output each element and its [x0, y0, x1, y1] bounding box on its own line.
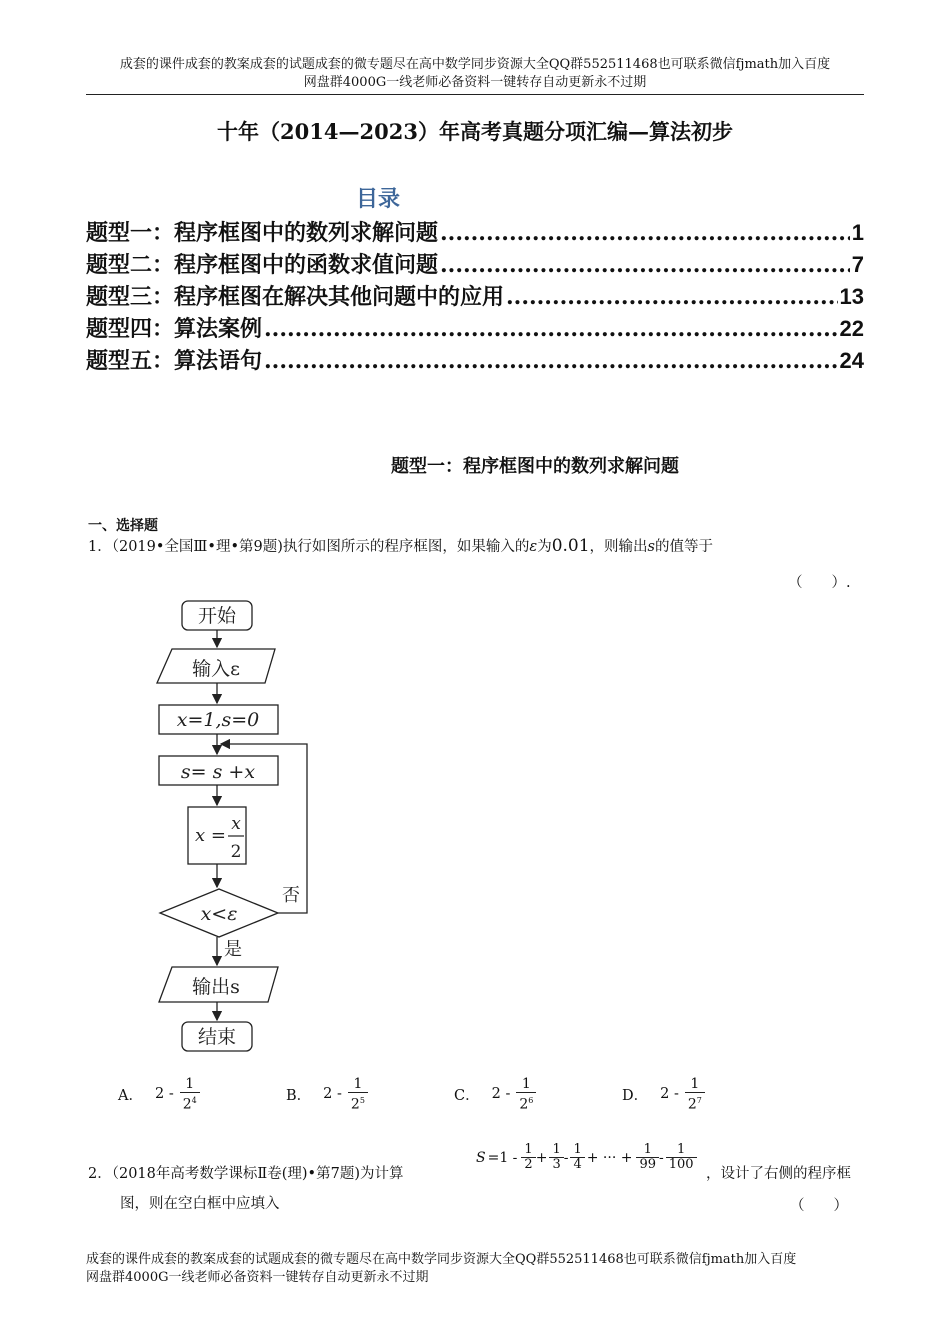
frac-den: 99: [636, 1157, 659, 1172]
flow-no-label: 否: [282, 885, 300, 906]
toc-item[interactable]: [86, 344, 864, 376]
frac-exp: 4: [191, 1096, 197, 1105]
toc-item[interactable]: [86, 280, 864, 312]
frac-exp: 6: [528, 1096, 534, 1105]
flow-halve-lhs: x =: [195, 825, 226, 846]
flow-update-label: s= s +x: [180, 761, 256, 783]
choice-label: D．: [622, 1087, 649, 1104]
section-title: 题型一：程序框图中的数列求解问题: [391, 456, 679, 477]
q1-s: s: [647, 539, 655, 555]
series-op: +: [535, 1149, 548, 1166]
toc-leader: [440, 252, 850, 278]
subsection-title: 一、选择题: [88, 518, 158, 534]
series-eq: =1 -: [487, 1149, 518, 1166]
q1-text: 为: [537, 539, 552, 555]
frac-den: [685, 1092, 705, 1113]
choice-b[interactable]: [286, 1076, 368, 1113]
toc-item-title[interactable]: 题型三：程序框图在解决其他问题中的应用: [86, 284, 505, 310]
page-footer: [86, 1251, 864, 1287]
frac-den: 3: [549, 1157, 563, 1172]
q1-epsilon: ε: [529, 539, 538, 555]
toc-item-title[interactable]: 题型四：算法案例: [86, 316, 263, 342]
table-of-contents: [86, 216, 864, 376]
series-s: S: [476, 1149, 486, 1166]
choice-label: A．: [118, 1087, 143, 1104]
q1-value: 0.01: [551, 536, 590, 556]
frac-num: 1: [552, 1142, 561, 1157]
toc-item[interactable]: [86, 248, 864, 280]
toc-item-page[interactable]: 24: [839, 348, 864, 373]
q2-answer-blank: （ ）: [790, 1198, 848, 1214]
frac-base: 2: [350, 1096, 360, 1113]
series-op: + ··· +: [586, 1149, 633, 1166]
flowchart: [150, 595, 480, 1065]
toc-item-page[interactable]: 13: [839, 284, 864, 309]
frac-num: 1: [185, 1076, 195, 1092]
flow-yes-label: 是: [224, 939, 242, 960]
frac-num: 1: [643, 1142, 652, 1157]
frac-den: [516, 1092, 536, 1113]
header-line-2: 网盘群4000G一线老师必备资料一键转存自动更新永不过期: [303, 75, 647, 90]
toc-leader: [506, 284, 838, 310]
flow-init-label: x=1,s=0: [176, 709, 260, 731]
choice-lead: 2 -: [660, 1086, 679, 1103]
q1-answer-blank: （ ）.: [788, 575, 851, 591]
document-title: 十年（2014—2023）年高考真题分项汇编—算法初步: [217, 119, 733, 144]
choice-label: C．: [454, 1087, 480, 1104]
frac-num: 1: [521, 1076, 531, 1092]
frac-base: 2: [182, 1096, 192, 1113]
toc-item[interactable]: [86, 312, 864, 344]
q1-text: ，则输出: [589, 539, 648, 555]
series-term: [570, 1143, 584, 1172]
flow-output-label: 输出s: [192, 976, 240, 998]
q2-text-tail: ，设计了右侧的程序框: [706, 1166, 851, 1182]
choice-d[interactable]: [622, 1076, 705, 1113]
toc-item-title[interactable]: 题型一：程序框图中的数列求解问题: [86, 220, 439, 246]
series-op: -: [563, 1149, 569, 1166]
choice-lead: 2 -: [323, 1086, 342, 1103]
series-term: [636, 1143, 659, 1172]
toc-leader: [440, 220, 850, 246]
flow-input-label: 输入ε: [192, 658, 240, 680]
question-1-stem: [88, 535, 713, 558]
flow-halve-numerator: x: [231, 814, 241, 834]
choice-c[interactable]: [454, 1076, 536, 1113]
choice-fraction: [348, 1076, 368, 1113]
series-term: [521, 1143, 535, 1172]
toc-leader: [264, 348, 838, 374]
q2-series-formula: [476, 1143, 697, 1172]
q1-text: 的值等于: [655, 539, 713, 555]
choice-fraction: [685, 1076, 705, 1113]
footer-line-1: 成套的课件成套的教案成套的试题成套的微专题尽在高中数学同步资源大全QQ群552511468也可联系微信fjmath加入百度: [86, 1252, 797, 1267]
choice-fraction: [516, 1076, 536, 1113]
frac-base: 2: [519, 1096, 529, 1113]
frac-den: 4: [570, 1157, 584, 1172]
flow-halve-denominator: 2: [230, 842, 242, 862]
choice-lead: 2 -: [491, 1086, 511, 1103]
header-line-1: 成套的课件成套的教案成套的试题成套的微专题尽在高中数学同步资源大全QQ群552511468也可联系微信fjmath加入百度: [119, 57, 831, 72]
frac-num: 1: [677, 1142, 686, 1157]
choice-a[interactable]: [118, 1076, 200, 1113]
flow-start-label: 开始: [197, 605, 237, 627]
toc-item-page[interactable]: 22: [839, 316, 864, 341]
frac-den: 100: [666, 1157, 697, 1172]
frac-den: [348, 1092, 368, 1113]
series-term: [549, 1143, 563, 1172]
frac-exp: 7: [696, 1096, 702, 1105]
toc-item-page[interactable]: 1: [851, 220, 864, 245]
toc-item[interactable]: [86, 216, 864, 248]
frac-den: [180, 1092, 200, 1113]
q1-text: 1．（2019•全国Ⅲ•理•第9题)执行如图所示的程序框图，如果输入的: [88, 539, 530, 555]
toc-heading: 目录: [356, 186, 401, 212]
footer-line-2: 网盘群4000G一线老师必备资料一键转存自动更新永不过期: [86, 1270, 429, 1285]
choice-label: B．: [286, 1087, 312, 1104]
toc-item-title[interactable]: 题型二：程序框图中的函数求值问题: [86, 252, 439, 278]
q2-text-line2: 图，则在空白框中应填入: [120, 1196, 280, 1212]
question-2-stem: 2．（2018年高考数学课标Ⅱ卷(理)•第7题)为计算: [88, 1166, 404, 1182]
toc-leader: [264, 316, 838, 342]
choice-fraction: [180, 1076, 200, 1113]
frac-num: 1: [573, 1142, 582, 1157]
frac-base: 2: [687, 1096, 697, 1113]
series-op: -: [659, 1149, 664, 1166]
frac-den: 2: [521, 1157, 535, 1172]
header-rule: [86, 94, 864, 95]
flow-end-label: 结束: [197, 1026, 237, 1048]
choice-lead: 2 -: [154, 1086, 174, 1103]
flow-decision-label: x<ε: [200, 903, 238, 925]
page-header: [86, 56, 864, 92]
toc-item-page[interactable]: 7: [851, 252, 864, 277]
frac-num: 1: [524, 1142, 533, 1157]
toc-item-title[interactable]: 题型五：算法语句: [86, 348, 263, 374]
frac-exp: 5: [359, 1096, 365, 1105]
frac-num: 1: [690, 1076, 700, 1092]
series-term: [666, 1143, 697, 1172]
frac-num: 1: [353, 1076, 363, 1092]
